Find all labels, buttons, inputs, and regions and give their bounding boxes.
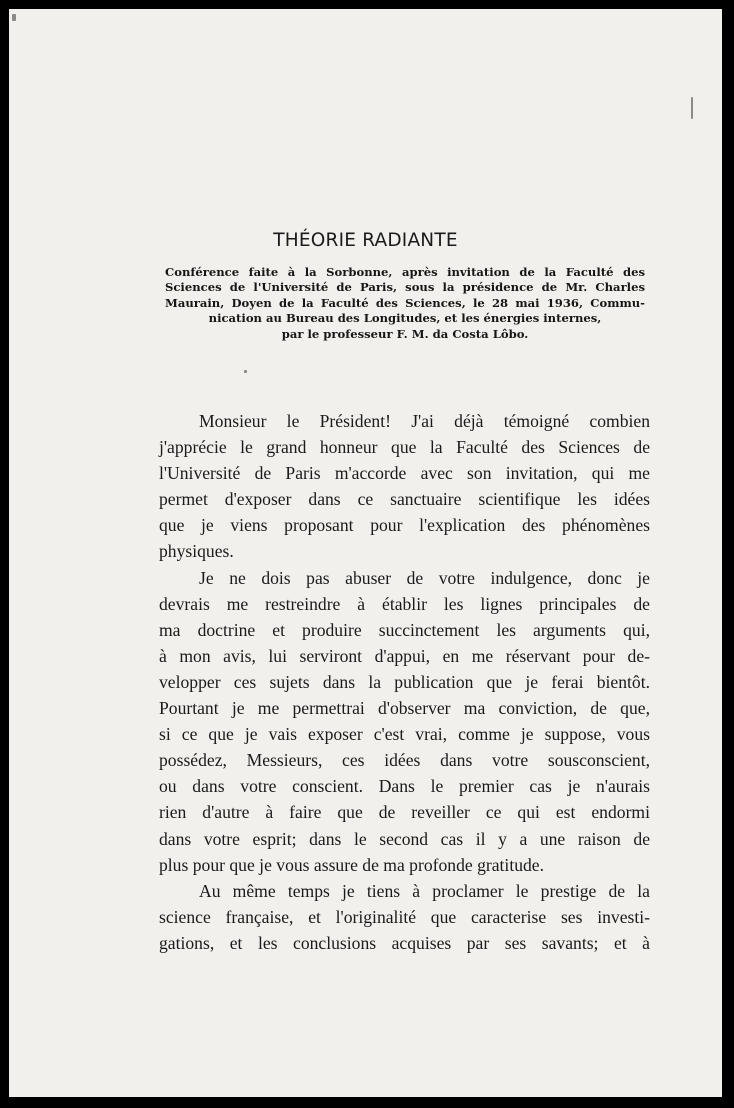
scan-speck [12,14,16,21]
text-line: à mon avis, lui serviront d'appui, en me réservant pour de- [159,645,650,666]
document-subtitle [165,265,645,342]
scanned-page [9,9,722,1097]
text-line: ou dans votre conscient. Dans le premier cas je n'aurais [159,776,650,797]
text-line: Au même temps je tiens à proclamer le prestige de la [199,880,650,901]
text-line: science française, et l'originalité que caracterise ses investi- [159,906,650,927]
subtitle-line: Maurain, Doyen de la Faculté des Sciences, le 28 mai 1936, Commu- [165,295,645,310]
text-line: dans votre esprit; dans le second cas il y a une raison de [159,828,650,849]
text-line: ma doctrine et produire succinctement les arguments qui, [159,619,650,640]
paragraph-3 [159,878,650,956]
text-line: velopper ces sujets dans la publication que je ferai bientôt. [159,671,650,692]
subtitle-line: Sciences de l'Université de Paris, sous la présidence de Mr. Charles [165,280,645,295]
paragraph-2 [159,565,650,878]
text-line: permet d'exposer dans ce sanctuaire scientifique les idées [159,489,650,510]
text-line: plus pour que je vous assure de ma profonde gratitude. [159,854,545,875]
text-line: si ce que je vais exposer c'est vrai, comme je suppose, vous [159,724,650,745]
scan-speck [691,97,693,119]
body-text [159,408,650,956]
document-title: THÉORIE RADIANTE [273,230,458,251]
subtitle-line: nication au Bureau des Longitudes, et les énergies internes, [208,311,602,326]
text-line: physiques. [159,541,234,562]
text-line: Monsieur le Président! J'ai déjà témoigné combien [199,411,650,431]
subtitle-line: Conférence faite à la Sorbonne, après invitation de la Faculté des [165,265,645,279]
text-line: que je viens proposant pour l'explication des phénomènes [159,515,650,536]
text-line: gations, et les conclusions acquises par ses savants; et à [159,932,650,953]
text-line: l'Université de Paris m'accorde avec son invitation, qui me [159,463,650,484]
scan-speck [244,370,247,373]
text-line: devrais me restreindre à établir les lignes principales de [159,593,650,614]
text-line: rien d'autre à faire que de reveiller ce qui est endormi [159,802,650,823]
paragraph-1 [159,408,650,565]
text-line: possédez, Messieurs, ces idées dans votre sousconscient, [159,750,650,771]
text-line: Je ne dois pas abuser de votre indulgence, donc je [199,567,650,588]
subtitle-line: par le professeur F. M. da Costa Lôbo. [281,326,529,341]
text-line: j'apprécie le grand honneur que la Faculté des Sciences de [159,437,650,458]
text-line: Pourtant je me permettrai d'observer ma conviction, de que, [159,698,650,719]
